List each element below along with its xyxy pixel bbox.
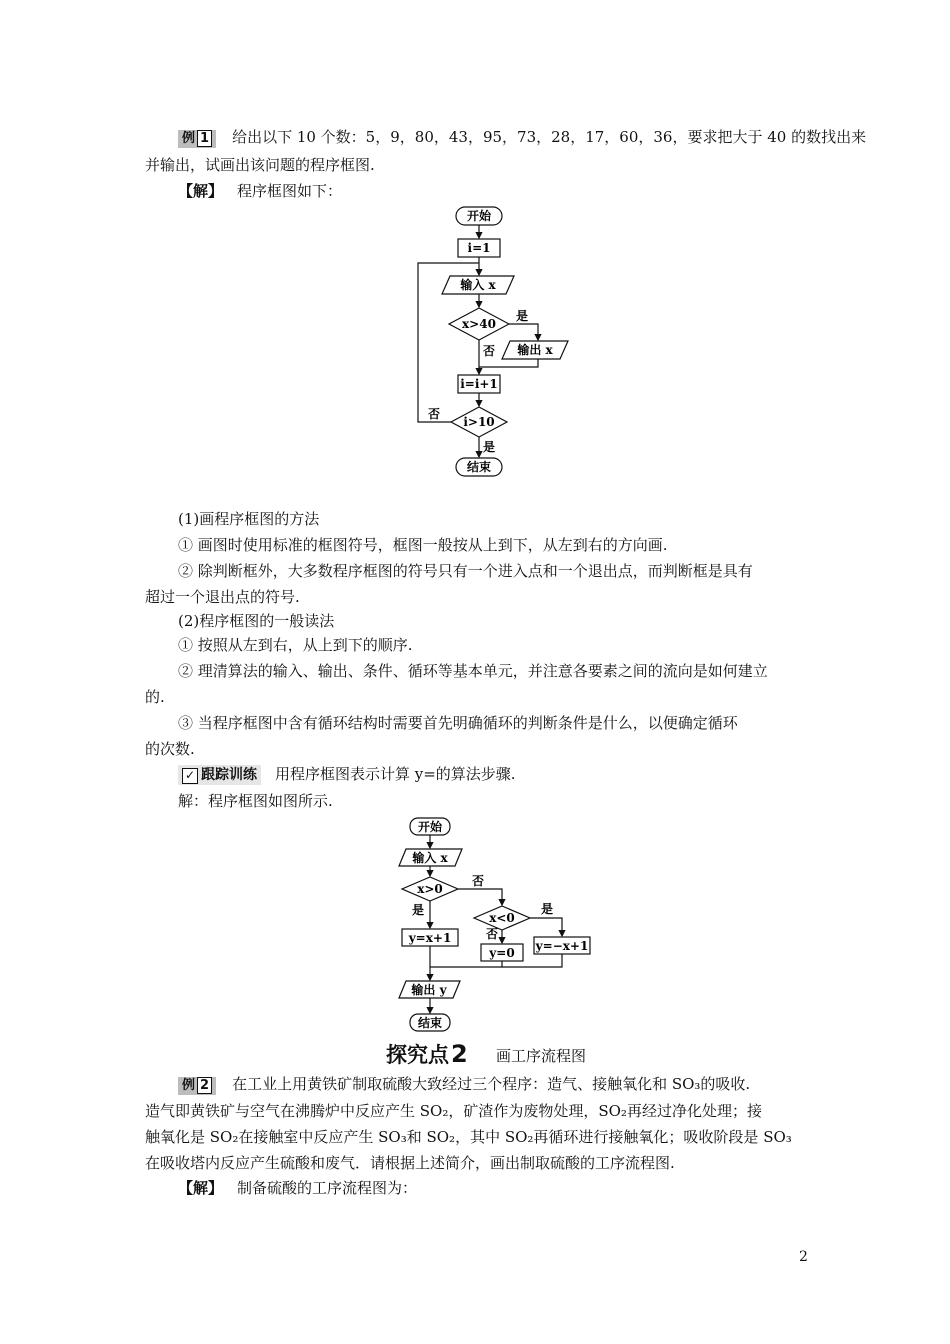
- svg-text:y=−x+1: y=−x+1: [535, 939, 589, 953]
- svg-text:是: 是: [412, 903, 425, 917]
- solution-line: 【解】 程序框图如下：: [178, 182, 343, 200]
- follow-line: ✓ 跟踪训练 用程序框图表示计算 y=的算法步骤.: [178, 764, 516, 785]
- follow-badge: ✓ 跟踪训练: [178, 765, 261, 785]
- svg-text:y=0: y=0: [489, 946, 515, 960]
- svg-text:结束: 结束: [466, 460, 492, 474]
- note-p3: ① 按照从左到右，从上到下的顺序.: [178, 636, 413, 654]
- svg-text:开始: 开始: [417, 820, 443, 834]
- flowchart-2: [392, 814, 602, 1036]
- svg-text:i=i+1: i=i+1: [460, 377, 498, 391]
- svg-text:开始: 开始: [466, 209, 492, 223]
- example2-line3: 触氧化是 SO₂在接触室中反应产生 SO₃和 SO₂，其中 SO₂再循环进行接触氧化；吸收阶段是 SO₃: [145, 1128, 792, 1146]
- example-badge-2: 例 2: [178, 1077, 216, 1095]
- note-p5b: 的次数.: [145, 740, 195, 758]
- note-p2b: 超过一个退出点的符号.: [145, 588, 300, 606]
- flowchart-1: [410, 203, 580, 483]
- svg-text:y=x+1: y=x+1: [408, 931, 452, 945]
- example2-line4: 在吸收塔内反应产生硫酸和废气．请根据上述简介，画出制取硫酸的工序流程图.: [145, 1154, 675, 1172]
- svg-text:i=1: i=1: [467, 241, 491, 255]
- note-p4b: 的.: [145, 688, 165, 706]
- note-p4a: ② 理清算法的输入、输出、条件、循环等基本单元，并注意各要素之间的流向是如何建立: [178, 662, 768, 680]
- note-heading-2: (2)程序框图的一般读法: [178, 612, 335, 630]
- svg-text:是: 是: [541, 902, 554, 916]
- svg-text:是: 是: [516, 309, 529, 323]
- svg-text:否: 否: [483, 344, 496, 358]
- svg-text:x<0: x<0: [489, 911, 515, 925]
- solution-line-2: 【解】 制备硫酸的工序流程图为：: [178, 1179, 418, 1197]
- example2-line1: 例 2 在工业上用黄铁矿制取硫酸大致经过三个程序：造气、接触氧化和 SO₃的吸收.: [178, 1074, 750, 1095]
- svg-text:输入 x: 输入 x: [460, 278, 496, 292]
- svg-text:结束: 结束: [417, 1016, 443, 1030]
- svg-text:x>40: x>40: [462, 317, 496, 331]
- svg-text:是: 是: [483, 440, 496, 454]
- note-heading-1: (1)画程序框图的方法: [178, 510, 320, 528]
- note-p5a: ③ 当程序框图中含有循环结构时需要首先明确循环的判断条件是什么，以便确定循环: [178, 714, 738, 732]
- note-p1: ① 画图时使用标准的框图符号，框图一般按从上到下，从左到右的方向画.: [178, 536, 668, 554]
- svg-text:否: 否: [428, 407, 441, 421]
- svg-text:x>0: x>0: [417, 882, 443, 896]
- svg-text:输出 y: 输出 y: [411, 983, 447, 997]
- follow-answer: 解：程序框图如图所示.: [178, 792, 333, 810]
- example1-line1: 例 1 给出以下 10 个数：5，9，80，43，95，73，28，17，60，36，要求把大于 40 的数找出来: [178, 127, 866, 148]
- svg-text:输入 x: 输入 x: [412, 851, 448, 865]
- page-number: 2: [799, 1249, 808, 1265]
- svg-text:否: 否: [486, 927, 499, 941]
- example-badge: 例 1: [178, 130, 216, 148]
- example2-line2: 造气即黄铁矿与空气在沸腾炉中反应产生 SO₂，矿渣作为废物处理，SO₂再经过净化处理；接: [145, 1102, 762, 1120]
- check-icon: ✓: [182, 768, 198, 784]
- note-p2a: ② 除判断框外，大多数程序框图的符号只有一个进入点和一个退出点，而判断框是具有: [178, 562, 753, 580]
- section-heading: 探究点2: [386, 1040, 468, 1068]
- svg-text:否: 否: [472, 874, 485, 888]
- section-subtitle: 画工序流程图: [496, 1047, 587, 1065]
- example1-line2: 并输出，试画出该问题的程序框图.: [145, 156, 375, 174]
- svg-text:i>10: i>10: [463, 415, 495, 429]
- svg-text:输出 x: 输出 x: [517, 343, 553, 357]
